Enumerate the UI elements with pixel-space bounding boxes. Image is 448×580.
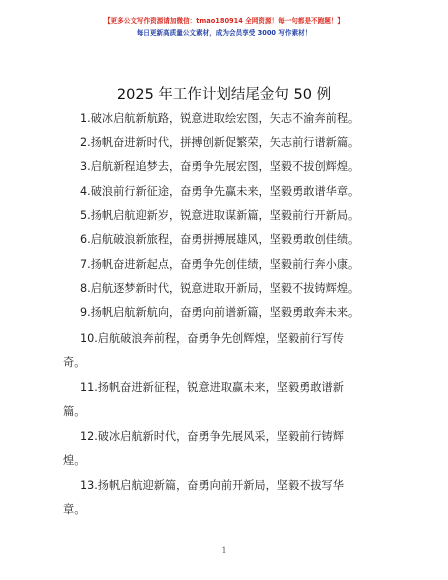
item-text-line-1: 扬帆启航迎新篇，奋勇向前开新局，坚毅不拔写华 [97, 479, 344, 492]
list-item-13 [80, 479, 370, 493]
item-number: 2. [80, 136, 91, 149]
document-title: 2025 年工作计划结尾金句 50 例 [116, 87, 332, 103]
item-number: 1. [80, 112, 91, 125]
item-number: 6. [80, 233, 91, 246]
item-text: 扬帆奋进新时代，拼搏创新促繁荣，矢志前行谱新篇。 [90, 136, 360, 149]
item-number: 8. [80, 282, 91, 295]
page-number: 1 [221, 546, 227, 555]
item-text-line-2: 章。 [63, 503, 86, 516]
item-text: 启航逐梦新时代，锐意进取开新局，坚毅不拔铸辉煌。 [90, 282, 360, 295]
item-number: 3. [80, 160, 91, 173]
list-item-1 [80, 112, 370, 126]
list-item-7 [80, 258, 370, 272]
item-number: 4. [80, 185, 91, 198]
promo-banner-line-2: 每日更新高质量公文素材，成为会员享受 3000 写作素材！ [136, 29, 312, 37]
item-number: 9. [80, 306, 91, 319]
item-text-line-1: 扬帆奋进新征程，锐意进取赢未来，坚毅勇敢谱新 [97, 381, 344, 394]
item-text-line-2: 篇。 [63, 405, 86, 418]
list-item-2 [80, 136, 370, 150]
list-item-4 [80, 185, 370, 199]
item-text: 启航破浪新旅程，奋勇拼搏展雄风，坚毅勇敢创佳绩。 [90, 233, 360, 246]
list-item-3 [80, 160, 370, 174]
item-text: 扬帆奋进新起点，奋勇争先创佳绩，坚毅前行奔小康。 [90, 258, 360, 271]
item-text: 破浪前行新征途，奋勇争先赢未来，坚毅勇敢谱华章。 [90, 185, 360, 198]
list-item-8 [80, 282, 370, 296]
item-text: 扬帆启航新航向，奋勇向前谱新篇，坚毅勇敢奔未来。 [90, 306, 360, 319]
item-text: 破冰启航新航路，锐意进取绘宏图，矢志不渝奔前程。 [90, 112, 360, 125]
item-text-line-2: 奇。 [63, 356, 86, 369]
list-item-13-continuation [63, 503, 353, 517]
item-number: 10. [80, 332, 98, 345]
item-number: 12. [80, 430, 98, 443]
item-number: 11. [80, 381, 98, 394]
item-text-line-2: 煌。 [63, 454, 86, 467]
item-number: 13. [80, 479, 98, 492]
item-text-line-1: 破冰启航新时代，奋勇争先展风采，坚毅前行铸辉 [97, 430, 344, 443]
list-item-10-continuation [63, 356, 353, 370]
item-text: 扬帆启航迎新岁，锐意进取谋新篇，坚毅前行开新局。 [90, 209, 360, 222]
list-item-5 [80, 209, 370, 223]
list-item-12-continuation [63, 454, 353, 468]
promo-banner-line-1: 【更多公文写作资源请加微信：tmao180914 全网资源！每一句都是不跑题！】 [103, 17, 345, 25]
item-number: 5. [80, 209, 91, 222]
list-item-9 [80, 306, 370, 320]
list-item-11-continuation [63, 405, 353, 419]
item-text-line-1: 启航破浪奔前程，奋勇争先创辉煌，坚毅前行写传 [97, 332, 344, 345]
item-number: 7. [80, 258, 91, 271]
list-item-12 [80, 430, 370, 444]
item-text: 启航新程追梦去，奋勇争先展宏图，坚毅不拔创辉煌。 [90, 160, 360, 173]
list-item-6 [80, 233, 370, 247]
list-item-11 [80, 381, 370, 395]
list-item-10 [80, 332, 370, 346]
